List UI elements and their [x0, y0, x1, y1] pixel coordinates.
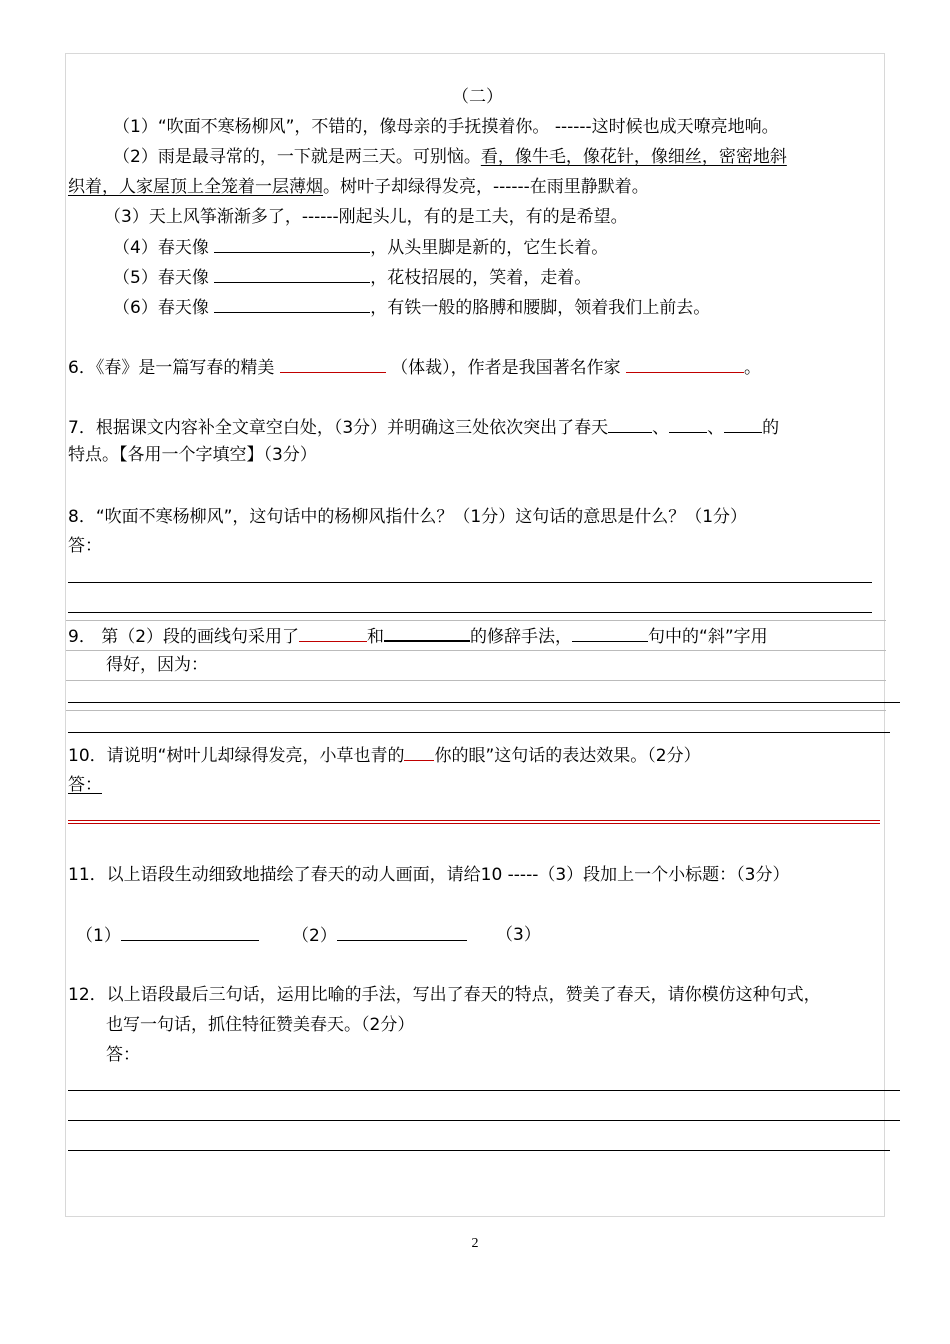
- passage-paragraph-5: [113, 266, 591, 289]
- q10-answer-line-b[interactable]: [68, 823, 880, 824]
- question-12-answer-label: 答：: [106, 1045, 140, 1065]
- passage-paragraph-2: [113, 146, 787, 168]
- table-rule: [66, 620, 886, 621]
- passage-paragraph-2-text: （2）雨是最寻常的，一下就是两三天。可别恼。: [113, 147, 481, 167]
- question-6-text-a: 6．《春》是一篇写春的精美: [68, 358, 275, 378]
- q11-title-blank-1[interactable]: [121, 924, 259, 941]
- q11-option-2-label: （2）: [292, 926, 337, 946]
- q11-option-3: （3）: [496, 925, 541, 945]
- question-9-text-d: 句中的“斜”字用: [648, 627, 768, 647]
- q7-separator-2: 、: [707, 418, 725, 438]
- q7-blank-2[interactable]: [669, 416, 707, 433]
- q9-answer-line-1[interactable]: [68, 702, 900, 703]
- table-rule: [66, 650, 886, 651]
- question-9-text-a: 9． 第（2）段的画线句采用了: [68, 627, 300, 647]
- question-8-answer-label: 答：: [68, 536, 102, 556]
- question-10-text-a: 10．请说明“树叶儿却绿得发亮，小草也青的: [68, 746, 405, 766]
- q11-title-blank-2[interactable]: [337, 924, 467, 941]
- genre-answer-blank[interactable]: [280, 356, 386, 373]
- question-7-line-1: [68, 416, 779, 439]
- passage-paragraph-1: （1）“吹面不寒杨柳风”，不错的，像母亲的手抚摸着你。 ------这时候也成天嘹亮地响。: [113, 117, 779, 137]
- q7-separator-1: 、: [652, 418, 670, 438]
- question-9-line-2: 得好，因为：: [106, 655, 208, 675]
- question-11: 11．以上语段生动细致地描绘了春天的动人画面，请给10 -----（3）段加上一个小标题：（3分）: [68, 865, 790, 885]
- question-9-text-b: 和: [367, 627, 385, 647]
- question-6-text-b: （体裁），作者是我国著名作家: [391, 358, 621, 378]
- passage-paragraph-4: [113, 236, 608, 259]
- passage-paragraph-4-suffix: ，从头里脚是新的，它生长着。: [370, 238, 609, 258]
- rhetoric-blank-1[interactable]: [299, 625, 367, 642]
- q10-blank[interactable]: [404, 744, 434, 761]
- passage-paragraph-6-suffix: ，有铁一般的胳膊和腰脚，领着我们上前去。: [370, 298, 711, 318]
- q12-answer-line-2[interactable]: [68, 1120, 900, 1121]
- fill-blank-6[interactable]: [214, 296, 370, 313]
- question-7-text: 7．根据课文内容补全文章空白处，（3分）并明确这三处依次突出了春天: [68, 418, 609, 438]
- q10-answer-label-text: 答：: [68, 775, 102, 795]
- question-12-line-1: 12．以上语段最后三句话，运用比喻的手法，写出了春天的特点，赞美了春天，请你模仿这种句式，: [68, 985, 821, 1005]
- question-9-text-c: 的修辞手法，: [470, 627, 573, 647]
- q11-option-1: [76, 924, 259, 947]
- q11-option-2: [292, 924, 467, 947]
- passage-paragraph-5-prefix: （5）春天像: [113, 268, 209, 288]
- q7-blank-1[interactable]: [608, 416, 652, 433]
- q7-blank-3[interactable]: [724, 416, 762, 433]
- question-12-line-2: 也写一句话，抓住特征赞美春天。（2分）: [106, 1015, 415, 1035]
- underlined-sentence-part-1: 看，像牛毛，像花针，像细丝，密密地斜: [480, 147, 787, 167]
- question-7-line-2: 特点。【各用一个字填空】（3分）: [68, 445, 317, 465]
- passage-paragraph-6: [113, 296, 710, 319]
- passage-paragraph-6-prefix: （6）春天像: [113, 298, 209, 318]
- passage-paragraph-2-tail: 。树叶子却绿得发亮，------在雨里静默着。: [323, 177, 649, 197]
- question-10-line-1: [68, 744, 701, 767]
- passage-paragraph-2-continued: [68, 176, 649, 198]
- q8-answer-line-2[interactable]: [68, 612, 872, 613]
- fill-blank-4[interactable]: [214, 236, 370, 253]
- author-answer-blank[interactable]: [626, 356, 744, 373]
- question-9-line-1: [68, 624, 768, 648]
- page-number: 2: [471, 1236, 479, 1251]
- underlined-sentence-part-2: 织着，人家屋顶上全笼着一层薄烟: [68, 177, 323, 197]
- q12-answer-line-1[interactable]: [68, 1090, 900, 1091]
- q9-answer-line-2[interactable]: [68, 732, 890, 733]
- table-rule: [66, 710, 886, 711]
- passage-paragraph-5-suffix: ，花枝招展的，笑着，走着。: [370, 268, 592, 288]
- q10-answer-line-a[interactable]: [68, 820, 880, 821]
- question-10-answer-label: [68, 774, 102, 796]
- passage-paragraph-3: （3）天上风筝渐渐多了，------刚起头儿，有的是工夫，有的是希望。: [104, 207, 628, 227]
- q7-end: 的: [762, 418, 780, 438]
- q11-option-1-label: （1）: [76, 926, 121, 946]
- section-title: （二）: [452, 87, 503, 107]
- q8-answer-line-1[interactable]: [68, 582, 872, 583]
- q9-blank-3[interactable]: [572, 625, 648, 642]
- question-6: [68, 356, 761, 379]
- q12-answer-line-3[interactable]: [68, 1150, 890, 1151]
- question-8: 8．“吹面不寒杨柳风”，这句话中的杨柳风指什么？（1分）这句话的意思是什么？（1分）: [68, 507, 748, 527]
- fill-blank-5[interactable]: [214, 266, 370, 283]
- question-10-text-b: 你的眼”这句话的表达效果。（2分）: [434, 746, 701, 766]
- rhetoric-blank-2[interactable]: [384, 624, 470, 642]
- question-6-text-c: 。: [744, 358, 762, 378]
- passage-paragraph-4-prefix: （4）春天像: [113, 238, 209, 258]
- table-rule: [66, 680, 886, 681]
